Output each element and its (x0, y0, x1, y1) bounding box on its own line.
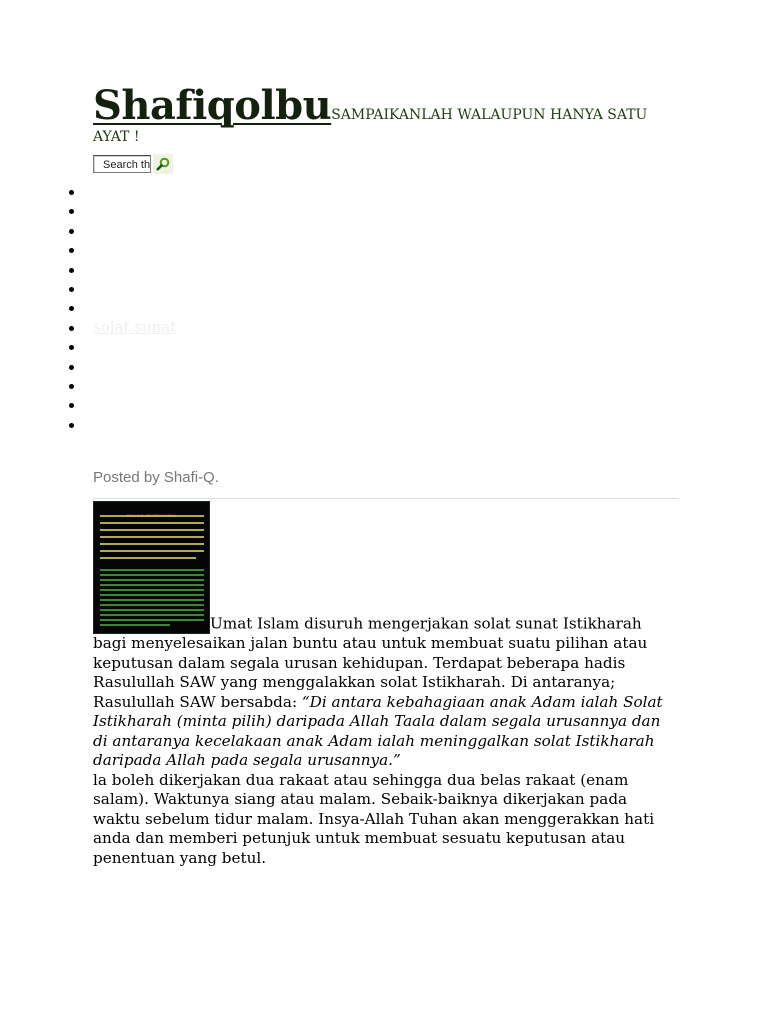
post-image[interactable] (93, 501, 210, 634)
image-text-line (100, 609, 204, 611)
nav-item-solat-sunat[interactable] (93, 317, 177, 339)
search-form (93, 154, 173, 174)
nav-item[interactable] (93, 300, 176, 319)
image-text-line (100, 594, 204, 596)
masthead (93, 82, 679, 148)
image-text-line (100, 515, 204, 517)
site-tagline: SAMPAIKANLAH WALAUPUN HANYA SATU AYAT ! (93, 107, 648, 145)
search-input[interactable] (93, 155, 151, 173)
post-paragraph: la boleh dikerjakan dua rakaat atau sehingga dua belas rakaat (enam salam). Waktunya siang atau malam. Sebaik-baiknya dikerjakan pada waktu sebelum tidur malam. Insya-Allah Tuhan akan menggerakkan hati anda dan memberi petunjuk untuk membuat sesuatu keputusan atau penentuan yang betul. (93, 770, 655, 867)
nav-item[interactable] (93, 397, 176, 416)
nav-item[interactable] (93, 359, 176, 378)
hadith-quote: “Di antara kebahagiaan anak Adam ialah Solat Istikharah (minta pilih) daripada Allah Taala dalam segala urusannya dan di antaranya kecelakaan anak Adam ialah meninggalkan solat Istikharah daripada Allah pada segala urusannya.” (93, 692, 663, 769)
image-text-line (100, 536, 204, 538)
page-content (93, 82, 679, 867)
image-text-line (100, 624, 170, 626)
nav-item[interactable] (93, 417, 176, 436)
nav-item[interactable] (93, 281, 176, 300)
image-text-line (100, 557, 196, 559)
image-text-line (100, 614, 204, 616)
search-button[interactable] (153, 154, 173, 174)
nav-link-solat-sunat[interactable]: solat sunat (93, 317, 177, 336)
image-text-line (100, 619, 204, 621)
post-body (93, 501, 679, 868)
image-text-line (100, 550, 204, 552)
nav-menu (93, 184, 176, 436)
image-text-line (100, 599, 204, 601)
nav-item[interactable] (93, 378, 176, 397)
post-meta: Posted by Shafi-Q. (93, 469, 219, 486)
image-text-line (100, 543, 204, 545)
nav-item[interactable] (93, 223, 176, 242)
nav-item[interactable] (93, 262, 176, 281)
nav-item[interactable] (93, 242, 176, 261)
search-icon (156, 157, 170, 171)
nav-item[interactable] (93, 339, 176, 358)
image-text-line (100, 522, 204, 524)
divider (93, 498, 679, 499)
image-text-line (100, 604, 204, 606)
nav-item[interactable] (93, 184, 176, 203)
image-text-line (100, 574, 204, 576)
image-text-line (100, 569, 204, 571)
image-text-line (100, 589, 204, 591)
image-text-line (100, 584, 204, 586)
image-text-line (100, 579, 204, 581)
image-text-line (100, 529, 204, 531)
site-title[interactable]: Shafiqolbu (93, 82, 332, 129)
nav-item[interactable] (93, 203, 176, 222)
post-intro-text: Umat Islam disuruh mengerjakan solat sunat Istikharah bagi menyelesaikan jalan buntu atau untuk membuat suatu pilihan atau keputusan dalam segala urusan kehidupan. Terdapat beberapa hadis Rasulullah SAW yang menggalakkan solat Istikharah. Di antaranya; Rasulullah SAW bersabda: (93, 614, 648, 711)
